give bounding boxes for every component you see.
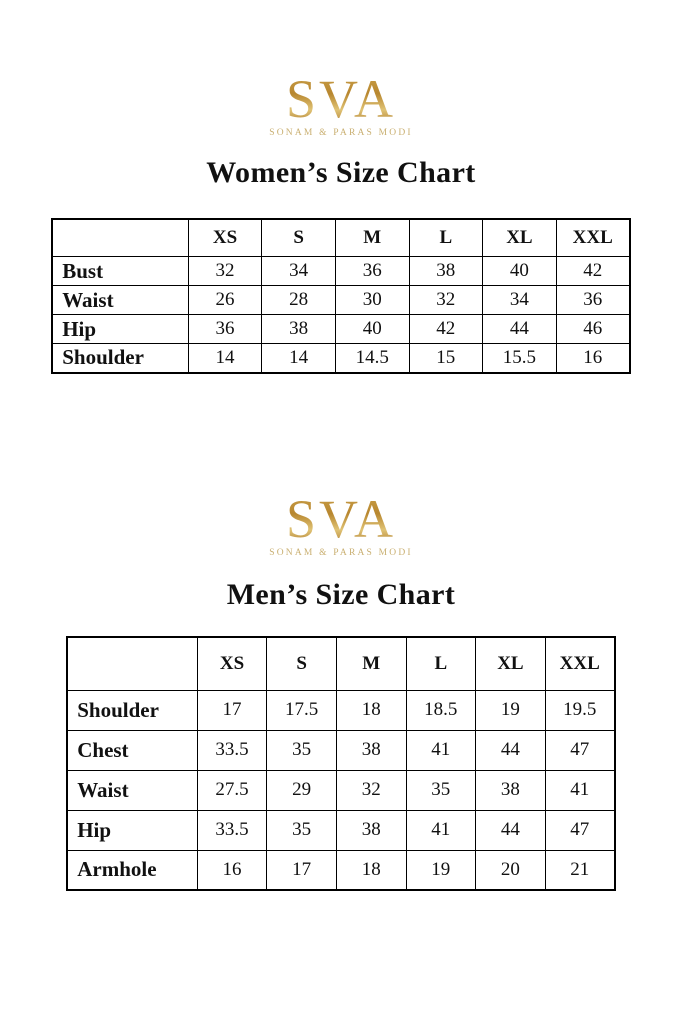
table-cell: 30 xyxy=(335,286,409,315)
table-row xyxy=(67,730,615,770)
table-cell: 32 xyxy=(336,770,406,810)
brand-wordmark: SVA xyxy=(285,488,397,549)
table-row xyxy=(52,286,630,315)
table-cell: 44 xyxy=(476,810,546,850)
brand-tagline: SONAM & PARAS MODI xyxy=(269,128,413,138)
table-cell: 14 xyxy=(188,344,262,373)
table-cell: 28 xyxy=(262,286,336,315)
table-cell: 38 xyxy=(336,810,406,850)
column-header-xxl: XXL xyxy=(545,637,615,691)
column-header-xxl: XXL xyxy=(556,219,630,257)
table-cell: 38 xyxy=(262,315,336,344)
brand-logo-women xyxy=(0,69,682,138)
table-cell: 33.5 xyxy=(197,810,267,850)
table-cell: 17.5 xyxy=(267,690,337,730)
table-cell: 33.5 xyxy=(197,730,267,770)
column-header-xl: XL xyxy=(476,637,546,691)
table-cell: 19 xyxy=(476,690,546,730)
row-label: Shoulder xyxy=(67,690,197,730)
mens-size-table xyxy=(66,636,616,892)
row-label: Bust xyxy=(52,257,188,286)
column-header-m: M xyxy=(335,219,409,257)
row-label: Hip xyxy=(67,810,197,850)
table-row xyxy=(67,810,615,850)
column-header-s: S xyxy=(262,219,336,257)
column-header-l: L xyxy=(409,219,483,257)
table-cell: 38 xyxy=(409,257,483,286)
table-row xyxy=(67,690,615,730)
womens-table-wrap xyxy=(0,218,682,374)
table-cell: 19 xyxy=(406,850,476,890)
table-cell: 35 xyxy=(267,810,337,850)
table-cell: 41 xyxy=(406,730,476,770)
column-header-xs: XS xyxy=(188,219,262,257)
table-cell: 26 xyxy=(188,286,262,315)
brand-block-women xyxy=(0,0,682,138)
table-cell: 14.5 xyxy=(335,344,409,373)
page-title-womens: Women’s Size Chart xyxy=(206,156,476,189)
table-row xyxy=(67,850,615,890)
table-cell: 38 xyxy=(336,730,406,770)
column-header-xs: XS xyxy=(197,637,267,691)
table-cell: 34 xyxy=(262,257,336,286)
table-cell: 42 xyxy=(556,257,630,286)
table-header-row xyxy=(67,637,615,691)
row-label: Chest xyxy=(67,730,197,770)
corner-cell xyxy=(52,219,188,257)
row-label: Shoulder xyxy=(52,344,188,373)
table-cell: 17 xyxy=(197,690,267,730)
page-title-mens: Men’s Size Chart xyxy=(226,577,456,611)
table-cell: 20 xyxy=(476,850,546,890)
table-row xyxy=(67,770,615,810)
table-cell: 27.5 xyxy=(197,770,267,810)
row-label: Waist xyxy=(67,770,197,810)
table-row xyxy=(52,344,630,373)
table-cell: 18.5 xyxy=(406,690,476,730)
table-cell: 15.5 xyxy=(483,344,557,373)
table-cell: 14 xyxy=(262,344,336,373)
table-cell: 32 xyxy=(409,286,483,315)
table-cell: 35 xyxy=(406,770,476,810)
column-header-s: S xyxy=(267,637,337,691)
table-cell: 44 xyxy=(476,730,546,770)
table-row xyxy=(52,257,630,286)
brand-block-men xyxy=(0,374,682,558)
table-cell: 21 xyxy=(545,850,615,890)
table-cell: 18 xyxy=(336,850,406,890)
womens-size-table xyxy=(51,218,631,374)
table-cell: 16 xyxy=(556,344,630,373)
corner-cell xyxy=(67,637,197,691)
table-cell: 40 xyxy=(335,315,409,344)
table-cell: 34 xyxy=(483,286,557,315)
table-cell: 36 xyxy=(335,257,409,286)
table-cell: 35 xyxy=(267,730,337,770)
mens-table-wrap xyxy=(0,636,682,892)
table-cell: 47 xyxy=(545,810,615,850)
column-header-m: M xyxy=(336,637,406,691)
table-cell: 38 xyxy=(476,770,546,810)
table-cell: 47 xyxy=(545,730,615,770)
row-label: Armhole xyxy=(67,850,197,890)
table-cell: 29 xyxy=(267,770,337,810)
table-cell: 19.5 xyxy=(545,690,615,730)
table-cell: 17 xyxy=(267,850,337,890)
brand-logo-men xyxy=(0,488,682,558)
table-cell: 15 xyxy=(409,344,483,373)
table-cell: 41 xyxy=(545,770,615,810)
table-cell: 36 xyxy=(556,286,630,315)
table-cell: 40 xyxy=(483,257,557,286)
table-cell: 42 xyxy=(409,315,483,344)
column-header-l: L xyxy=(406,637,476,691)
table-cell: 36 xyxy=(188,315,262,344)
row-label: Waist xyxy=(52,286,188,315)
brand-tagline: SONAM & PARAS MODI xyxy=(269,547,413,558)
column-header-xl: XL xyxy=(483,219,557,257)
table-cell: 44 xyxy=(483,315,557,344)
table-cell: 16 xyxy=(197,850,267,890)
table-cell: 18 xyxy=(336,690,406,730)
table-row xyxy=(52,315,630,344)
table-header-row xyxy=(52,219,630,257)
table-cell: 32 xyxy=(188,257,262,286)
table-cell: 41 xyxy=(406,810,476,850)
table-cell: 46 xyxy=(556,315,630,344)
brand-wordmark: SVA xyxy=(285,69,397,129)
row-label: Hip xyxy=(52,315,188,344)
